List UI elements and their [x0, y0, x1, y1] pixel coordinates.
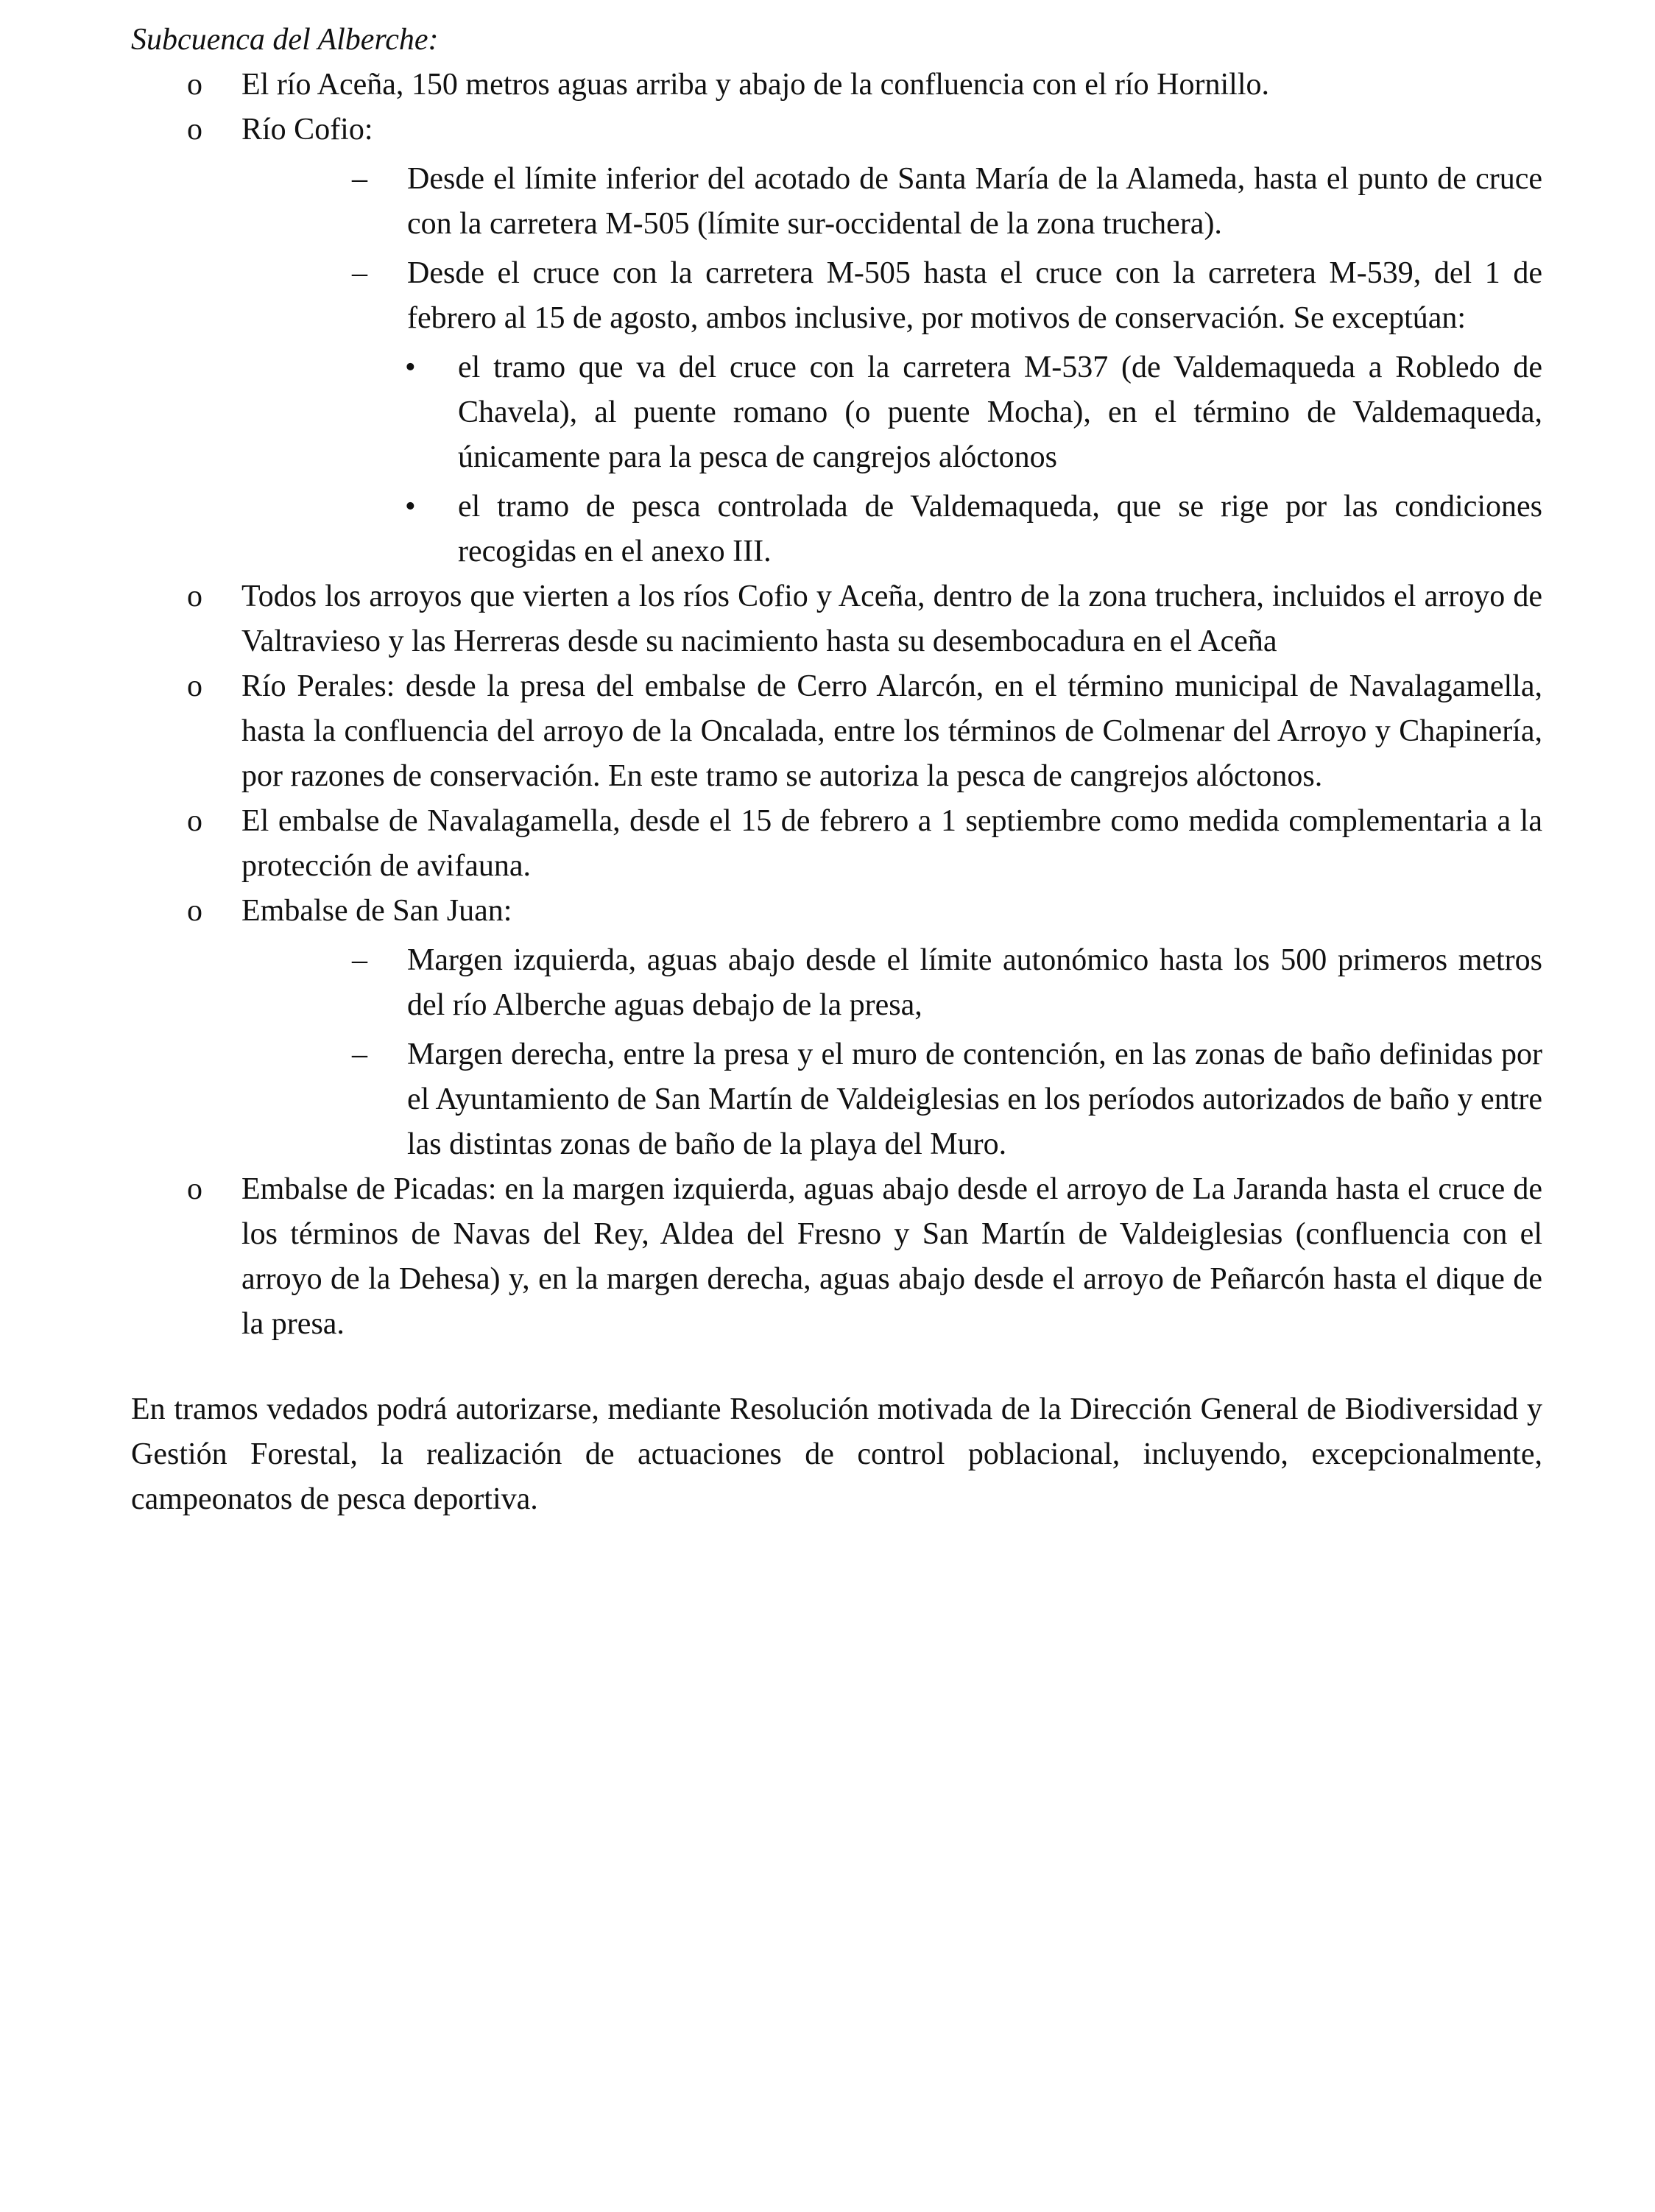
- list-item-text: Embalse de San Juan:: [241, 894, 512, 928]
- dash-bullet-icon: –: [352, 943, 367, 977]
- list-item-text: Desde el cruce con la carretera M-505 hasta el cruce con la carretera M-539, del 1 de febrero al 15 de agosto, ambos inclusive, por motivos de conservación. Se exceptúan:: [407, 256, 1542, 335]
- list-item-rio-perales: [131, 664, 1542, 799]
- circle-bullet-icon: o: [187, 68, 202, 102]
- list-item-embalse-san-juan: [131, 889, 1542, 934]
- subsublist-item-pesca-controlada: [131, 485, 1542, 574]
- circle-bullet-icon: o: [187, 580, 202, 613]
- list-item-text: Margen izquierda, aguas abajo desde el límite autonómico hasta los 500 primeros metros del río Alberche aguas debajo de la presa,: [407, 943, 1542, 1022]
- list-item-rio-cofio: [131, 108, 1542, 152]
- circle-bullet-icon: o: [187, 1172, 202, 1206]
- list-item-text: Río Perales: desde la presa del embalse de Cerro Alarcón, en el término municipal de Navalagamella, hasta la confluencia del arroyo de la Oncalada, entre los términos de Colmenar del Arroyo y Chapinería, por razones de conservación. En este tramo se autoriza la pesca de cangrejos alóctonos.: [241, 669, 1542, 793]
- list-item-text: el tramo de pesca controlada de Valdemaqueda, que se rige por las condiciones recogidas en el anexo III.: [458, 490, 1542, 568]
- dash-bullet-icon: –: [352, 256, 367, 290]
- list-item-text: Desde el límite inferior del acotado de Santa María de la Alameda, hasta el punto de cruce con la carretera M-505 (límite sur-occidental de la zona truchera).: [407, 162, 1542, 241]
- dot-bullet-icon: •: [405, 351, 416, 384]
- sublist-item-margen-izquierda: [131, 938, 1542, 1028]
- list-item-rio-acena: [131, 63, 1542, 108]
- closing-paragraph: En tramos vedados podrá autorizarse, mediante Resolución motivada de la Dirección General de Biodiversidad y Gestión Forestal, la realización de actuaciones de control poblacional, incluyendo, excepcionalmente, campeonatos de pesca deportiva.: [131, 1392, 1542, 1516]
- circle-bullet-icon: o: [187, 894, 202, 928]
- list-item-embalse-navalagamella: [131, 799, 1542, 889]
- list-item-text: El río Aceña, 150 metros aguas arriba y abajo de la confluencia con el río Hornillo.: [241, 68, 1270, 102]
- dot-bullet-icon: •: [405, 490, 416, 524]
- list-item-embalse-picadas: [131, 1167, 1542, 1347]
- list-item-text: Todos los arroyos que vierten a los ríos Cofio y Aceña, dentro de la zona truchera, incluidos el arroyo de Valtravieso y las Herreras desde su nacimiento hasta su desembocadura en el Aceña: [241, 580, 1542, 658]
- circle-bullet-icon: o: [187, 669, 202, 703]
- dash-bullet-icon: –: [352, 1038, 367, 1071]
- subsublist-item-tramo-m537: [131, 345, 1542, 480]
- list-item-text: Embalse de Picadas: en la margen izquierda, aguas abajo desde el arroyo de La Jaranda hasta el cruce de los términos de Navas del Rey, Aldea del Fresno y San Martín de Valdeiglesias (confluencia con el arroyo de la Dehesa) y, en la margen derecha, aguas abajo desde el arroyo de Peñarcón hasta el dique de la presa.: [241, 1172, 1542, 1341]
- list-item-text: el tramo que va del cruce con la carretera M-537 (de Valdemaqueda a Robledo de Chavela), al puente romano (o puente Mocha), en el término de Valdemaqueda, únicamente para la pesca de cangrejos alóctonos: [458, 351, 1542, 474]
- list-item-text: Margen derecha, entre la presa y el muro de contención, en las zonas de baño definidas por el Ayuntamiento de San Martín de Valdeiglesias en los períodos autorizados de baño y entre las distintas zonas de baño de la playa del Muro.: [407, 1038, 1542, 1161]
- list-item-text: Río Cofio:: [241, 113, 373, 147]
- dash-bullet-icon: –: [352, 162, 367, 196]
- list-item-arroyos: [131, 574, 1542, 664]
- sublist-item-margen-derecha: [131, 1032, 1542, 1167]
- document-page: [131, 18, 1542, 1553]
- sublist-item-cofio-m505: [131, 251, 1542, 341]
- circle-bullet-icon: o: [187, 113, 202, 147]
- sublist-item-cofio-limite-inferior: [131, 157, 1542, 247]
- section-heading: Subcuenca del Alberche:: [131, 23, 439, 57]
- list-item-text: El embalse de Navalagamella, desde el 15 de febrero a 1 septiembre como medida complementaria a la protección de avifauna.: [241, 804, 1542, 883]
- circle-bullet-icon: o: [187, 804, 202, 838]
